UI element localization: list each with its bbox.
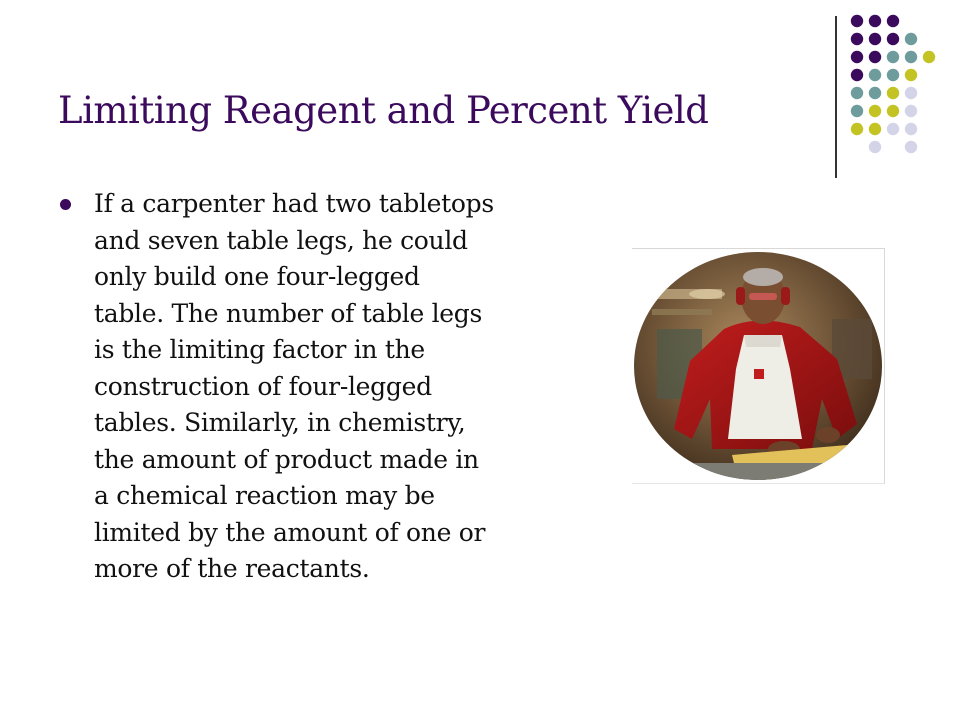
carpenter-illustration [632, 249, 884, 483]
bullet-line: tables. Similarly, in chemistry, [94, 408, 466, 437]
bullet-line: If a carpenter had two tabletops [94, 189, 494, 218]
bullet-line: construction of four-legged [94, 371, 432, 401]
bullet-line: only build one four-legged [94, 262, 420, 291]
bullet-line: and seven table legs, he could [94, 225, 468, 255]
title-divider-line [835, 16, 837, 178]
decorative-dot [905, 51, 917, 63]
decorative-dot [887, 105, 899, 117]
bullet-line: table. The number of table legs [94, 298, 483, 328]
decorative-dot [887, 123, 899, 135]
decorative-dot [905, 105, 917, 117]
decorative-dot [851, 15, 863, 27]
decorative-dot [869, 69, 881, 81]
decorative-dot [869, 33, 881, 45]
bullet-line: more of the reactants. [94, 554, 370, 583]
decorative-dot [851, 105, 863, 117]
decorative-dot [887, 15, 899, 27]
bullet-list [56, 186, 556, 588]
decorative-dot [905, 33, 917, 45]
decorative-dot [905, 69, 917, 81]
decorative-dot [869, 105, 881, 117]
decorative-dot [887, 69, 899, 81]
bullet-line: limited by the amount of one or [94, 517, 486, 547]
slide-title: Limiting Reagent and Percent Yield [58, 89, 709, 132]
decorative-dot [887, 87, 899, 99]
decorative-dot [851, 51, 863, 63]
decorative-dot [869, 87, 881, 99]
decorative-dot [851, 33, 863, 45]
decorative-dot [851, 69, 863, 81]
decorative-dot [869, 123, 881, 135]
decorative-dot-grid [850, 12, 960, 157]
bullet-icon [60, 199, 71, 210]
decorative-dot [905, 123, 917, 135]
decorative-dot [851, 123, 863, 135]
decorative-dot [869, 15, 881, 27]
decorative-dot [905, 87, 917, 99]
bullet-line: the amount of product made in [94, 444, 479, 474]
decorative-dot [923, 51, 935, 63]
decorative-dot [905, 141, 917, 153]
carpenter-photo [632, 248, 885, 484]
bullet-line: is the limiting factor in the [94, 335, 425, 364]
bullet-line: a chemical reaction may be [94, 481, 435, 510]
decorative-dot [887, 51, 899, 63]
decorative-dot [851, 87, 863, 99]
decorative-dot [869, 141, 881, 153]
bullet-item [56, 186, 556, 588]
decorative-dot [869, 51, 881, 63]
bullet-text [94, 186, 556, 588]
decorative-dot [887, 33, 899, 45]
